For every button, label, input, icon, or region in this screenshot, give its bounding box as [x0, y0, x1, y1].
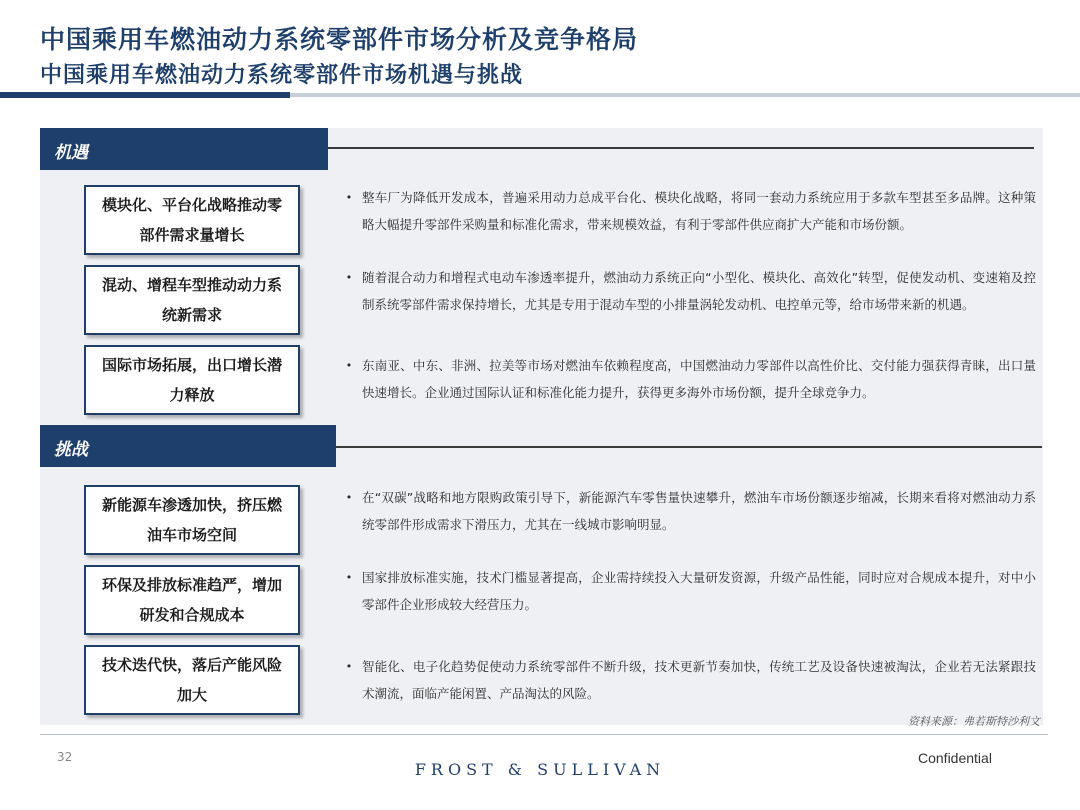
challenge-desc-3: [336, 653, 1036, 707]
challenge-text-2: 国家排放标准实施，技术门槛显著提高，企业需持续投入大量研发资源，升级产品性能，同时应对合规成本提升，对中小零部件企业形成较大经营压力。: [362, 570, 1036, 612]
page-number: 32: [57, 750, 73, 764]
opportunity-box-3: 国际市场拓展，出口增长潜力释放: [84, 345, 300, 415]
challenge-text-1: 在“双碳”战略和地方限购政策引导下，新能源汽车零售量快速攀升，燃油车市场份额逐步缩减，长期来看将对燃油动力系统零部件形成需求下滑压力，尤其在一线城市影响明显。: [362, 490, 1036, 532]
challenge-box-1: 新能源车渗透加快，挤压燃油车市场空间: [84, 485, 300, 555]
challenge-text-3: 智能化、电子化趋势促使动力系统零部件不断升级，技术更新节奏加快，传统工艺及设备快速被淘汰，企业若无法紧跟技术潮流，面临产能闲置、产品淘汰的风险。: [362, 659, 1036, 701]
opportunity-desc-1: [336, 184, 1036, 238]
opportunity-text-1: 整车厂为降低开发成本，普遍采用动力总成平台化、模块化战略，将同一套动力系统应用于多款车型甚至多品牌。这种策略大幅提升零部件采购量和标准化需求，带来规模效益，有利于零部件供应商扩大产能和市场份额。: [362, 190, 1036, 232]
opportunity-text-2: 随着混合动力和增程式电动车渗透率提升，燃油动力系统正向“小型化、模块化、高效化”转型，促使发动机、变速箱及控制系统零部件需求保持增长，尤其是专用于混动车型的小排量涡轮发动机、电控单元等，给市场带来新的机遇。: [362, 270, 1036, 312]
challenge-box-3: 技术迭代快，落后产能风险加大: [84, 645, 300, 715]
bullet-icon: •: [345, 271, 353, 284]
brand-logo: FROST & SULLIVAN: [414, 760, 666, 779]
section-header-challenges: 挑战: [40, 425, 336, 467]
page-subtitle: 中国乘用车燃油动力系统零部件市场机遇与挑战: [40, 62, 524, 88]
bullet-icon: •: [345, 359, 353, 372]
section-divider-opportunities: [328, 147, 1034, 149]
opportunity-box-2: 混动、增程车型推动动力系统新需求: [84, 265, 300, 335]
source-note: 资料来源：弗若斯特沙利文: [908, 715, 1040, 728]
opportunity-desc-3: [336, 352, 1036, 406]
bullet-icon: •: [345, 191, 353, 204]
section-header-opportunities: 机遇: [40, 128, 328, 170]
section-divider-challenges: [336, 446, 1042, 448]
page-title: 中国乘用车燃油动力系统零部件市场分析及竞争格局: [40, 25, 639, 54]
bullet-icon: •: [345, 660, 353, 673]
challenge-desc-2: [336, 564, 1036, 618]
header-rule-dark: [0, 92, 290, 98]
challenge-desc-1: [336, 484, 1036, 538]
bullet-icon: •: [345, 491, 353, 504]
footer-rule: [40, 734, 1048, 735]
opportunity-text-3: 东南亚、中东、非洲、拉美等市场对燃油车依赖程度高，中国燃油动力零部件以高性价比、交付能力强获得青睐，出口量快速增长。企业通过国际认证和标准化能力提升，获得更多海外市场份额，提升全球竞争力。: [362, 358, 1036, 400]
opportunity-box-1: 模块化、平台化战略推动零部件需求量增长: [84, 185, 300, 255]
opportunity-desc-2: [336, 264, 1036, 318]
bullet-icon: •: [345, 571, 353, 584]
confidential-label: Confidential: [918, 750, 992, 766]
challenge-box-2: 环保及排放标准趋严，增加研发和合规成本: [84, 565, 300, 635]
header-rule-light: [290, 93, 1080, 97]
